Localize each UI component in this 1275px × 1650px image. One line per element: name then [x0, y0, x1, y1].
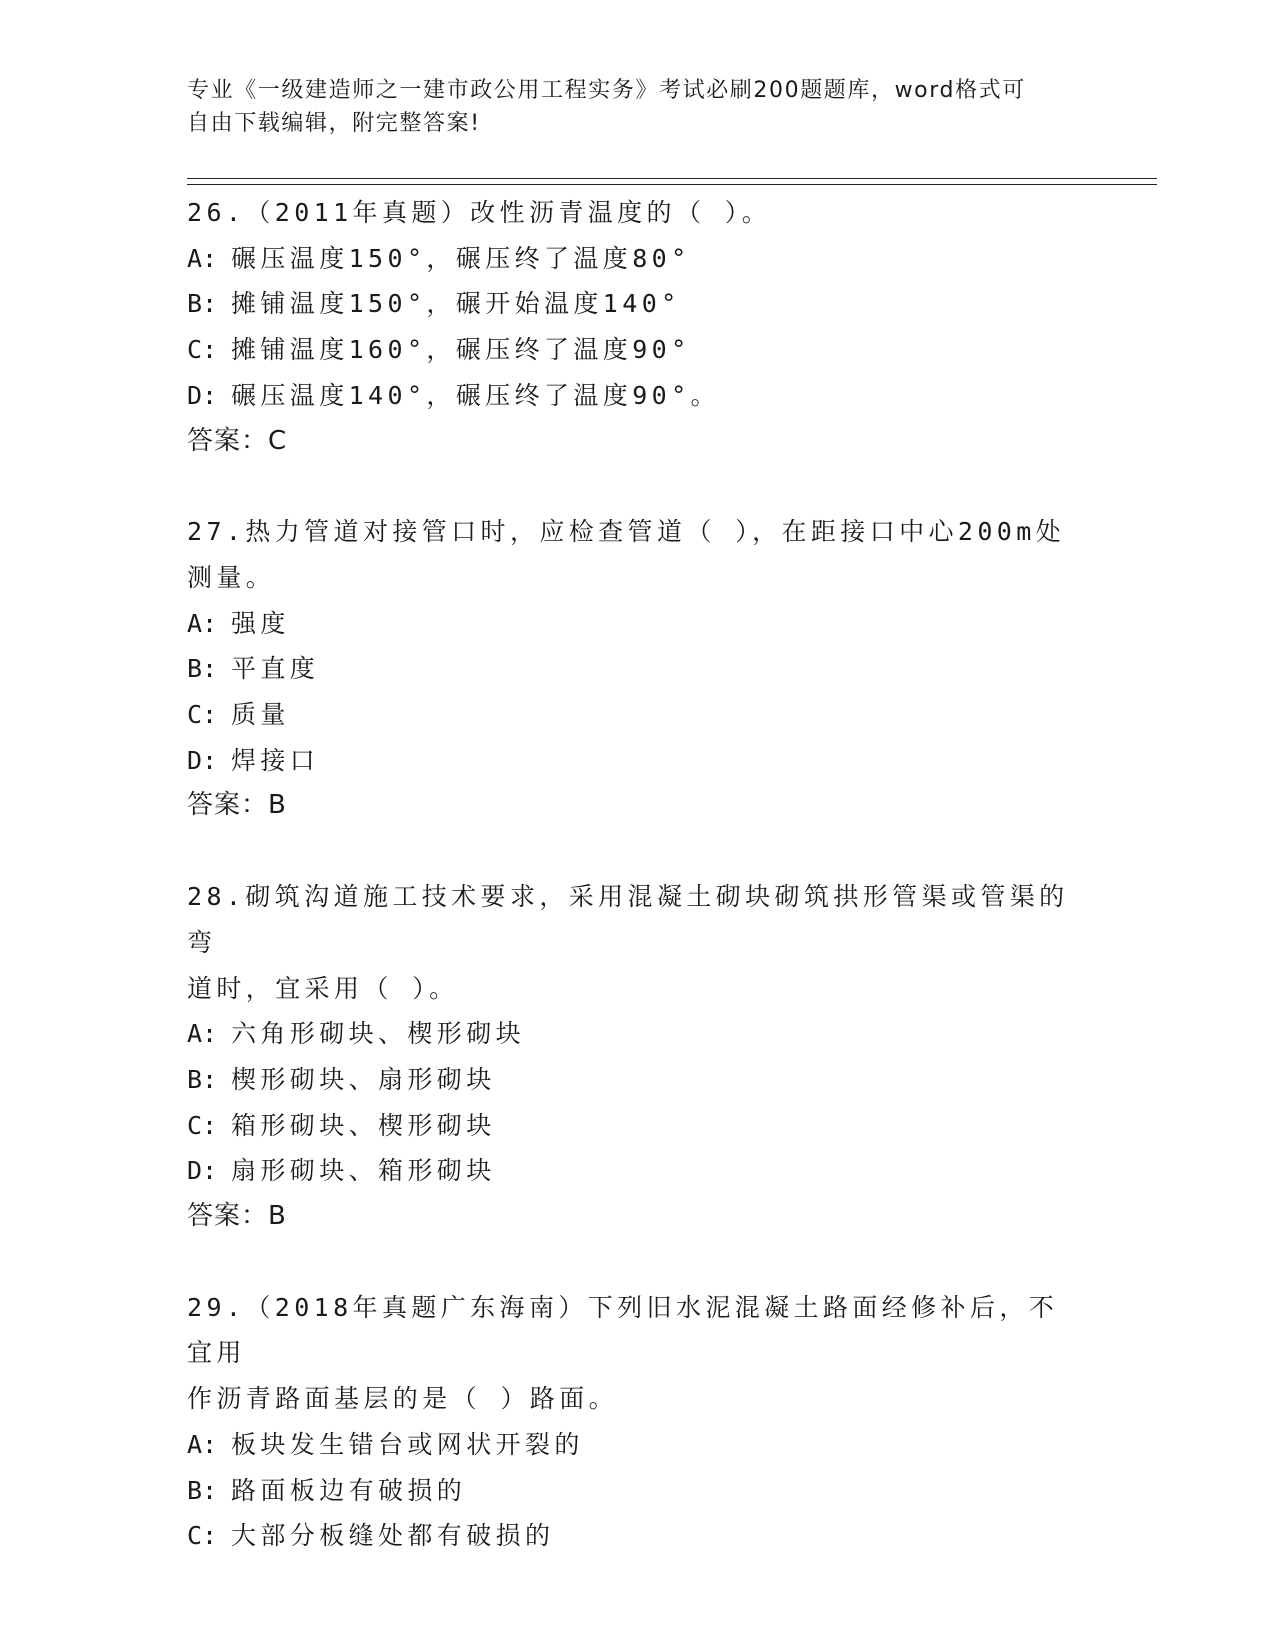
- question-block: [187, 1285, 1087, 1559]
- question-block: [187, 190, 1087, 464]
- option-letter: C:: [187, 1110, 218, 1140]
- answer-key: 答案：C: [187, 425, 288, 456]
- answer-option: [187, 1468, 1087, 1514]
- option-text: 碾压温度140°，碾压终了温度90°。: [231, 380, 720, 410]
- option-letter: C:: [187, 700, 218, 730]
- option-text: 平直度: [231, 654, 320, 684]
- header-divider: [187, 178, 1157, 185]
- answer-option: [187, 601, 1087, 647]
- answer-option: [187, 1057, 1087, 1103]
- question-stem-line: 道时，宜采用（ ）。: [187, 973, 459, 1003]
- option-text: 扇形砌块、箱形砌块: [231, 1156, 496, 1186]
- answer-key: 答案：B: [187, 1201, 287, 1232]
- header-line-1: 专业《一级建造师之一建市政公用工程实务》考试必刷200题题库，word格式可: [187, 78, 1026, 103]
- option-letter: B:: [187, 289, 218, 319]
- option-text: 板块发生错台或网状开裂的: [231, 1429, 584, 1459]
- option-text: 质量: [231, 700, 290, 730]
- option-text: 楔形砌块、扇形砌块: [231, 1064, 496, 1094]
- option-letter: D:: [187, 745, 218, 775]
- option-letter: A:: [187, 1019, 218, 1049]
- option-text: 六角形砌块、楔形砌块: [231, 1019, 526, 1049]
- option-letter: C:: [187, 335, 218, 365]
- answer-option: [187, 692, 1087, 738]
- document-header: [187, 74, 1067, 140]
- option-letter: A:: [187, 608, 218, 638]
- option-text: 大部分板缝处都有破损的: [231, 1521, 555, 1551]
- answer-option: [187, 1422, 1087, 1468]
- option-letter: D:: [187, 380, 218, 410]
- question-list: [187, 190, 1087, 1604]
- option-letter: A:: [187, 243, 218, 273]
- answer-option: [187, 738, 1087, 784]
- answer-option: [187, 327, 1087, 373]
- question-block: [187, 509, 1087, 829]
- option-text: 碾压温度150°，碾压终了温度80°: [231, 243, 691, 273]
- option-text: 焊接口: [231, 745, 320, 775]
- option-text: 强度: [231, 608, 290, 638]
- option-text: 路面板边有破损的: [231, 1475, 467, 1505]
- header-line-2: 自由下载编辑，附完整答案!: [187, 111, 481, 136]
- question-stem-line: 27.热力管道对接管口时，应检查管道（ ），在距接口中心200m处: [187, 517, 1066, 547]
- option-text: 摊铺温度150°，碾开始温度140°: [231, 289, 681, 319]
- answer-option: [187, 646, 1087, 692]
- answer-option: [187, 236, 1087, 282]
- answer-option: [187, 281, 1087, 327]
- question-stem-line: 26.（2011年真题）改性沥青温度的（ ）。: [187, 198, 772, 227]
- question-stem-line: 29.（2018年真题广东海南）下列旧水泥混凝土路面经修补后，不宜用: [187, 1292, 1059, 1368]
- question-stem-line: 作沥青路面基层的是（ ）路面。: [187, 1384, 619, 1414]
- option-letter: D:: [187, 1156, 218, 1186]
- answer-option: [187, 1513, 1087, 1559]
- answer-option: [187, 1103, 1087, 1149]
- option-text: 箱形砌块、楔形砌块: [231, 1110, 496, 1140]
- option-letter: B:: [187, 1064, 218, 1094]
- answer-key: 答案：B: [187, 790, 287, 821]
- question-stem-line: 测量。: [187, 562, 276, 592]
- option-text: 摊铺温度160°，碾压终了温度90°: [231, 335, 691, 365]
- option-letter: B:: [187, 1475, 218, 1505]
- answer-option: [187, 1011, 1087, 1057]
- option-letter: B:: [187, 654, 218, 684]
- answer-option: [187, 1148, 1087, 1194]
- answer-option: [187, 373, 1087, 419]
- question-stem-line: 28.砌筑沟道施工技术要求，采用混凝土砌块砌筑拱形管渠或管渠的弯: [187, 882, 1069, 957]
- option-letter: C:: [187, 1521, 218, 1551]
- option-letter: A:: [187, 1429, 218, 1459]
- question-block: [187, 874, 1087, 1240]
